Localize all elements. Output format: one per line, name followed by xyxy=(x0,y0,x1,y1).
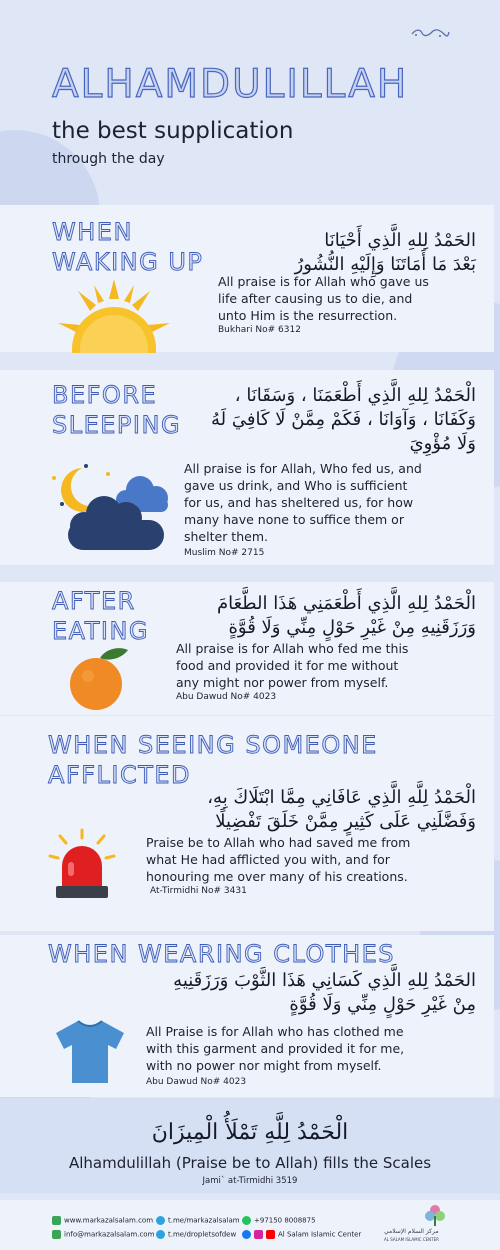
arabic-supplication: الحَمْدُ لِلهِ الَّذِي أَحْيَانَا بَعْدَ مَا أَمَاتَنَا وَإِلَيْهِ النُّشُورُ xyxy=(294,230,476,275)
section-seeing-afflicted xyxy=(0,716,494,931)
moon-clouds-icon xyxy=(48,460,174,552)
arabic-supplication: الْحَمْدُ لِلهِ الَّذِي أَطْعَمَنَا ، وَسَقَانَا ، وَكَفَانَا ، وَآوَانَا ، فَكَمْ مِمَّنْ لَا كَافِيَ لَهُ وَلَا مُؤْوِيَ xyxy=(211,385,476,454)
translation: All praise is for Allah who fed me this food and provided it for me without any might nor power from myself. xyxy=(176,641,409,690)
arabic-supplication: الحَمْدُ لِلهِ الَّذِي كَسَانِي هَذَا الثَّوْبَ وَرَزَقَنِيهِ مِنْ غَيْرِ حَوْلٍ مِنِّي وَلَا قُوَّةٍ xyxy=(173,970,476,1015)
logo-english-text: AL SALAM ISLAMIC CENTER xyxy=(384,1237,439,1242)
arabic-supplication: الْحَمْدُ لِلهِ الَّذِي أَطْعَمَنِي هَذَا الطَّعَامَ وَرَزَقَنِيهِ مِنْ غَيْرِ حَوْلٍ مِنِّي وَلَا قُوَّةٍ xyxy=(216,593,476,638)
page-subtitle: the best supplication xyxy=(52,118,294,144)
hadith-reference: At-Tirmidhi No# 3431 xyxy=(150,886,247,896)
closing-translation: Alhamdulillah (Praise be to Allah) fills the Scales xyxy=(68,1154,432,1172)
section-heading: WHEN WAKING UP xyxy=(52,218,204,276)
whatsapp-icon xyxy=(242,1216,251,1225)
footer-phone[interactable]: +97150 8008875 xyxy=(242,1216,316,1225)
section-waking-up xyxy=(0,205,494,352)
translation: All Praise is for Allah who has clothed me with this garment and provided it for me, with no power nor might from myself. xyxy=(146,1024,405,1073)
hadith-reference: Abu Dawud No# 4023 xyxy=(146,1077,247,1087)
telegram-icon xyxy=(156,1230,165,1239)
instagram-icon[interactable] xyxy=(254,1230,263,1239)
closing-arabic: الْحَمْدُ لِلَّهِ تَمْلَأُ الْمِيزَانَ xyxy=(151,1120,349,1145)
footer-email[interactable]: info@markazalsalam.com xyxy=(52,1230,154,1239)
youtube-icon[interactable] xyxy=(266,1230,275,1239)
footer-telegram-2[interactable]: t.me/dropletsofdew xyxy=(156,1230,236,1239)
hadith-reference: Bukhari No# 6312 xyxy=(218,325,301,335)
translation: All praise is for Allah, Who fed us, and gave us drink, and Who is sufficient for us, and has sheltered us, for how many have none to suffice them or shelter them. xyxy=(184,461,422,544)
facebook-icon[interactable] xyxy=(242,1230,251,1239)
footer-website[interactable]: www.markazalsalam.com xyxy=(52,1216,153,1225)
closing-section xyxy=(0,1098,500,1193)
page-subtitle-secondary: through the day xyxy=(52,151,165,167)
translation: All praise is for Allah who gave us life after causing us to die, and unto Him is the resurrection. xyxy=(218,274,429,323)
calligraphy-logo-icon xyxy=(410,28,450,38)
telegram-icon xyxy=(156,1216,165,1225)
sun-icon xyxy=(52,277,176,353)
arabic-supplication: الْحَمْدُ لِلَّهِ الَّذِي عَافَانِي مِمَّا ابْتَلَاكَ بِهِ، وَفَضَّلَنِي عَلَى كَثِيرٍ مِمَّنْ خَلَقَ تَفْضِيلًا xyxy=(207,787,476,832)
orange-icon xyxy=(66,646,130,712)
section-wearing-clothes xyxy=(0,935,494,1097)
section-after-eating xyxy=(0,582,494,715)
hadith-reference: Abu Dawud No# 4023 xyxy=(176,692,277,702)
hadith-reference: Muslim No# 2715 xyxy=(184,548,265,558)
section-heading: BEFORE SLEEPING xyxy=(52,381,182,439)
email-icon xyxy=(52,1230,61,1239)
section-before-sleeping xyxy=(0,370,494,565)
org-logo xyxy=(384,1204,454,1246)
footer-telegram-1[interactable]: t.me/markazalsalam xyxy=(156,1216,240,1225)
siren-icon xyxy=(46,828,118,902)
logo-arabic-text: مركز السلام الإسلامي xyxy=(384,1228,439,1235)
closing-reference: Jami` at-Tirmidhi 3519 xyxy=(202,1176,298,1186)
footer-social[interactable]: Al Salam Islamic Center xyxy=(242,1230,361,1239)
footer xyxy=(0,1200,500,1250)
section-heading: AFTER EATING xyxy=(52,587,150,645)
flower-logo-icon xyxy=(424,1204,446,1226)
page-title: ALHAMDULILLAH xyxy=(52,62,409,107)
section-heading: WHEN SEEING SOMEONE AFFLICTED xyxy=(48,731,378,789)
section-heading: WHEN WEARING CLOTHES xyxy=(48,940,396,968)
translation: Praise be to Allah who had saved me from what He had afflicted you with, and for honouring me over many of his creations. xyxy=(146,835,411,884)
tshirt-icon xyxy=(54,1019,126,1085)
globe-icon xyxy=(52,1216,61,1225)
